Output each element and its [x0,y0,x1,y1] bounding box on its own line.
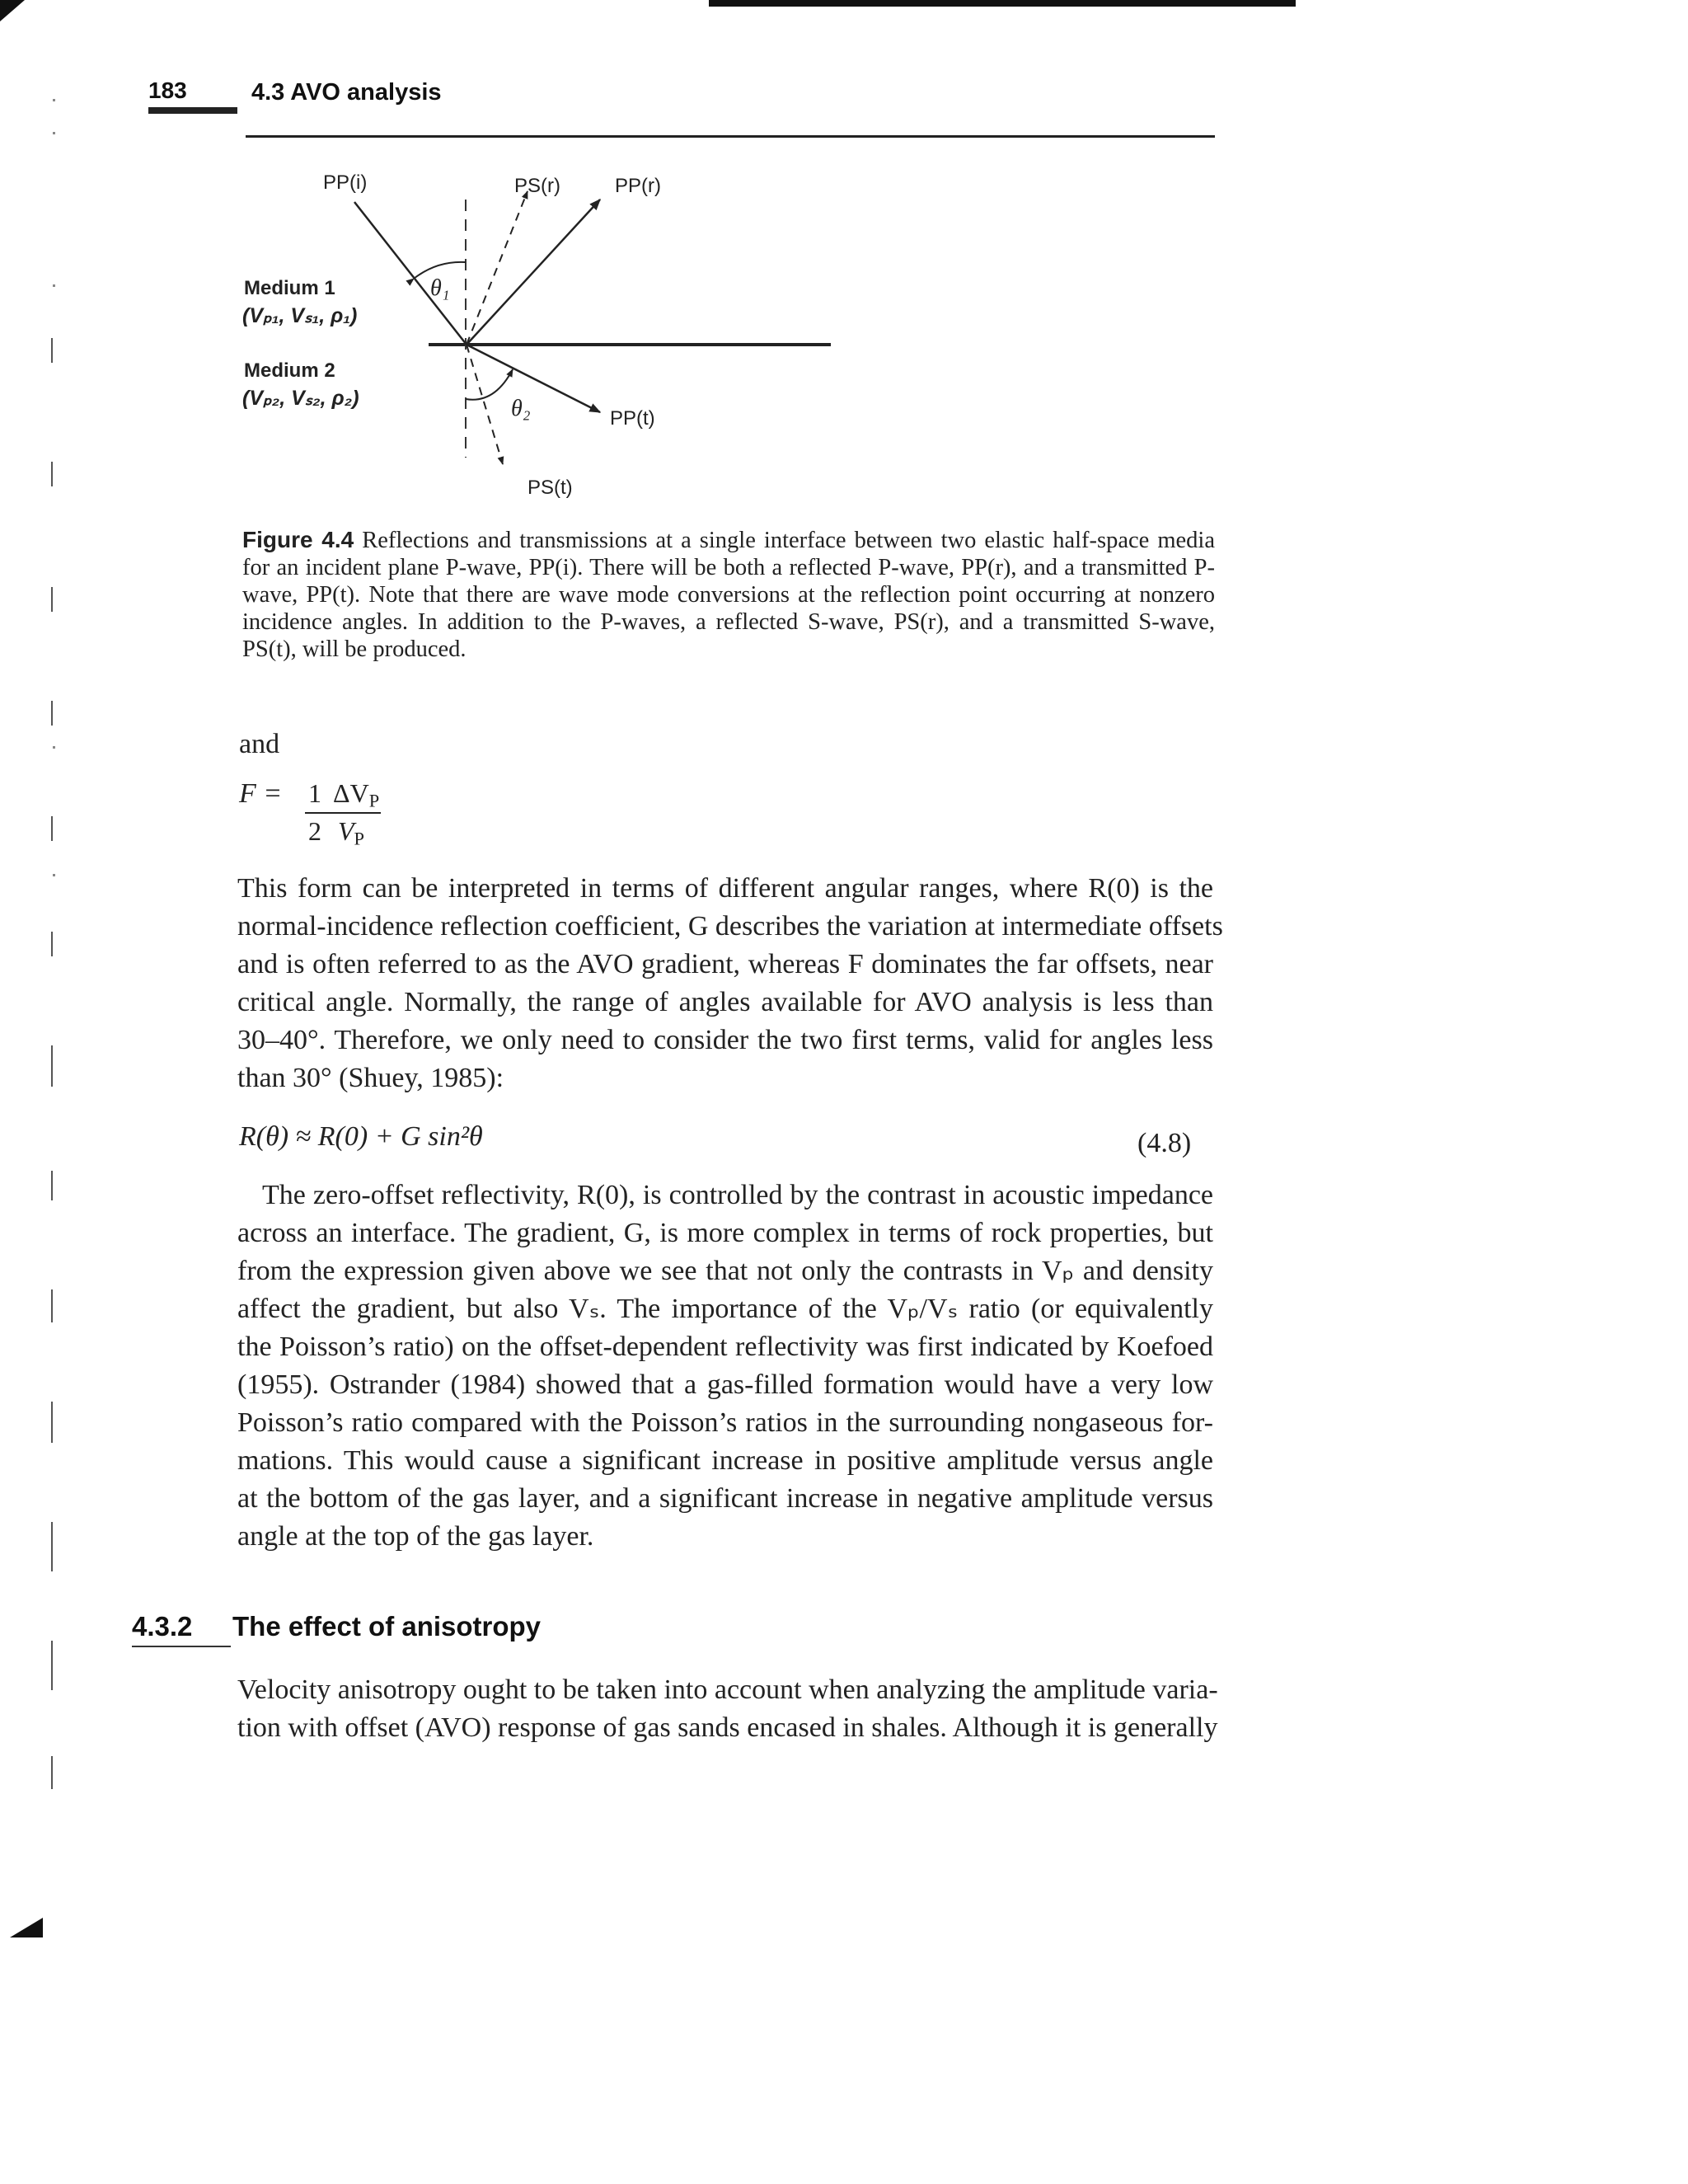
margin-tick [51,1756,53,1789]
subscript-p: P [354,828,364,849]
connector-word: and [239,729,280,759]
medium1-name: Medium 1 [244,277,335,299]
paragraph-1-line: and is often referred to as the AVO gradient, whereas F dominates the far offsets, near [237,949,1213,979]
paragraph-2-line: (1955). Ostrander (1984) showed that a gas-filled formation would have a very low [237,1369,1213,1400]
margin-tick [51,1289,53,1322]
section-rule [132,1646,231,1647]
paragraph-2-line: from the expression given above we see that not only the contrasts in Vₚ and density [237,1256,1213,1286]
paragraph-2-line: Poisson’s ratio compared with the Poisson’s ratios in the surrounding nongaseous for- [237,1407,1213,1438]
paragraph-1-line: This form can be interpreted in terms of different angular ranges, where R(0) is the [237,873,1213,904]
section-title: The effect of anisotropy [232,1611,542,1642]
paragraph-2-line: mations. This would cause a significant increase in positive amplitude versus angle [237,1445,1213,1476]
equation-f-symbol: F = [239,778,283,809]
paragraph-2-line: across an interface. The gradient, G, is more complex in terms of rock properties, but [237,1218,1213,1248]
equation-4-8: R(θ) ≈ R(0) + G sin²θ [239,1121,483,1152]
margin-tick [51,1045,53,1087]
paragraph-3-line: tion with offset (AVO) response of gas sands encased in shales. Although it is generally [237,1712,1218,1743]
paragraph-2-line: angle at the top of the gas layer. [237,1521,594,1552]
figure-label: Figure 4.4 [242,527,354,552]
medium2-name: Medium 2 [244,359,335,382]
equation-f-denominator [338,816,364,850]
paragraph-2-line: the Poisson’s ratio) on the offset-dependent reflectivity was first indicated by Koefoed [237,1332,1213,1362]
label-ps-reflected: PS(r) [514,175,560,197]
paragraph-1-line: 30–40°. Therefore, we only need to consider the two first terms, valid for angles less [237,1025,1213,1055]
paragraph-1-line: than 30° (Shuey, 1985): [237,1063,504,1093]
section-number: 4.3.2 [132,1611,193,1642]
label-pp-reflected: PP(r) [615,175,661,197]
equation-f-numerator [333,778,379,812]
margin-tick [51,1641,53,1690]
equation-f-one: 1 [308,778,321,808]
registration-mark-bottom [10,1918,43,1937]
medium2-params: (Vₚ₂, Vₛ₂, ρ₂) [242,387,359,410]
label-pp-transmitted: PP(t) [610,407,655,430]
paragraph-1-line: critical angle. Normally, the range of angles available for AVO analysis is less than [237,987,1213,1017]
delta-v: ΔV [333,778,369,808]
label-ps-transmitted: PS(t) [528,477,573,499]
page-number: 183 [148,77,187,103]
equation-number: (4.8) [1137,1128,1192,1158]
equation-f-fraction [0,0,1688,907]
label-pp-incident: PP(i) [323,171,368,194]
subscript-p: P [368,790,380,811]
medium1-params: (Vₚ₁, Vₛ₁, ρ₁) [242,304,358,327]
paragraph-1-line: normal-incidence reflection coefficient, G describes the variation at intermediate offsets [237,911,1223,942]
v-symbol: V [338,816,354,846]
running-head: 4.3 AVO analysis [251,79,442,106]
margin-tick [51,932,53,956]
paragraph-2-line: The zero-offset reflectivity, R(0), is controlled by the contrast in acoustic impedance [262,1180,1213,1210]
theta2-label: θ₂ [511,396,531,421]
caption-text: Reflections and transmissions at a single interface between two elastic half-space media for an incident plane P-wave, PP(i). There will be both a reflected P-wave, PP(r), and a transmitted P-wave, PP(t). Note that there are wave mode conversions at the reflection point occurring at nonzero incidence angles. In addition to the P-waves, a reflected S-wave, PS(r), and a transmitted S-wave, PS(t), will be produced. [242,528,1215,662]
paragraph-2-line: affect the gradient, but also Vₛ. The importance of the Vₚ/Vₛ ratio (or equivalently [237,1294,1213,1324]
paragraph-3-line: Velocity anisotropy ought to be taken into account when analyzing the amplitude varia- [237,1674,1218,1705]
paragraph-2-line: at the bottom of the gas layer, and a significant increase in negative amplitude versus [237,1483,1213,1514]
margin-tick [51,1402,53,1443]
theta1-label: θ₁ [430,275,450,301]
margin-tick [51,1171,53,1200]
margin-tick [51,1522,53,1571]
equation-f-two: 2 [308,816,321,846]
